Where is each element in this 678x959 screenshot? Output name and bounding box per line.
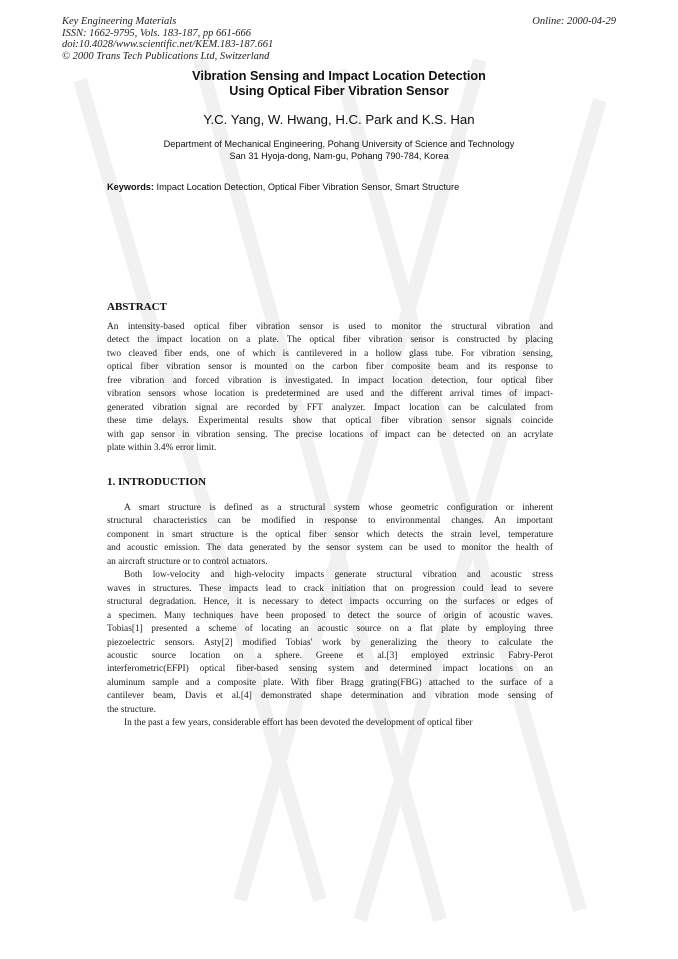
doi-line: doi:10.4028/www.scientific.net/KEM.183-187.661 <box>62 39 274 50</box>
journal-header <box>62 16 273 62</box>
intro-line: structural characteristics can be modified in response to environmental changes. An important <box>107 516 553 527</box>
abstract-line: with gap sensor in vibration sensing. The precise locations of impact can be detected on an acrylate <box>107 429 553 440</box>
author-list: Y.C. Yang, W. Hwang, H.C. Park and K.S. Han <box>203 112 475 127</box>
intro-line: A smart structure is defined as a structural system whose geometric configuration or inherent <box>124 503 553 513</box>
abstract-line: plate within 3.4% error limit. <box>107 443 217 454</box>
intro-line: a specimen. Many techniques have been proposed to detect the source of origin of acoustic waves. <box>107 610 553 621</box>
keywords <box>107 181 459 193</box>
intro-line: the structure. <box>107 704 156 715</box>
intro-line: In the past a few years, considerable effort has been devoted the development of optical fiber <box>124 718 473 729</box>
abstract-line: optical fiber vibration sensor is mounted on the carbon fiber composite beam and its response to <box>107 362 553 373</box>
introduction-heading: 1. INTRODUCTION <box>107 476 207 488</box>
intro-line: Both low-velocity and high-velocity impacts generate structural vibration and acoustic stress <box>124 570 553 581</box>
abstract-line: generated vibration signal are recorded by FFT analyzer. Impact location can be calculated from <box>107 402 553 413</box>
abstract-heading: ABSTRACT <box>107 301 167 313</box>
intro-line: aluminum sample and a composite plate. With fiber Bragg grating(FBG) attached to the surface of a <box>107 677 553 688</box>
abstract-body <box>107 321 553 456</box>
title-line-1: Vibration Sensing and Impact Location Detection <box>192 69 486 83</box>
abstract-line: these time delays. Experimental results show that optical fiber vibration sensor signals coincide <box>107 416 553 427</box>
intro-line: cantilever beam, Davis et al.[4] demonstrated shape determination and vibration mode sensing of <box>107 691 553 702</box>
keywords-label: Keywords: <box>107 182 154 192</box>
abstract-line: two cleaved fiber ends, one of which is cantilevered in a hollow glass tube. For vibration sensing, <box>107 348 553 359</box>
title-line-2: Using Optical Fiber Vibration Sensor <box>229 84 449 98</box>
abstract-line: vibration sensors whose location is predetermined are used and the different arrival times of impact- <box>107 389 553 400</box>
issn-line: ISSN: 1662-9795, Vols. 183-187, pp 661-666 <box>62 27 251 39</box>
intro-line: structural degradation. Hence, it is necessary to detect impacts occurring on the surfaces or edges of <box>107 597 553 608</box>
introduction-body <box>107 502 553 731</box>
journal-name: Key Engineering Materials <box>62 16 177 27</box>
affiliation-line-1: Department of Mechanical Engineering, Pohang University of Science and Technology <box>163 139 515 149</box>
intro-line: and acoustic emission. The data generated by the sensor system can be used to monitor the health of <box>107 543 553 554</box>
abstract-line: free vibration and forced vibration is investigated. In impact location detection, four optical fiber <box>107 375 553 386</box>
intro-line: acoustic source location on a sphere. Greene et al.[3] employed extrinsic Fabry-Perot <box>107 650 553 661</box>
paper-title <box>0 69 678 99</box>
watermark-pattern <box>60 40 620 940</box>
affiliation <box>0 138 678 162</box>
intro-line: an aircraft structure or to control actuators. <box>107 556 268 567</box>
abstract-line: detect the impact location on a plate. The optical fiber vibration sensor is constructed by placing <box>107 335 553 346</box>
intro-line: interferometric(EFPI) optical fiber-based sensing system and determined impact locations on an <box>107 664 553 675</box>
abstract-line: An intensity-based optical fiber vibration sensor is used to monitor the structural vibration and <box>107 322 553 332</box>
intro-line: component in smart structure is the optical fiber sensor which detects the strain level, temperature <box>107 529 553 540</box>
intro-line: waves in structures. These impacts lead to crack initiation that on progression could lead to severe <box>107 583 553 594</box>
affiliation-line-2: San 31 Hyoja-dong, Nam-gu, Pohang 790-784, Korea <box>229 151 449 161</box>
intro-line: piezoelectric sensors. Asty[2] modified Tobias' work by generalizing the theory to calculate the <box>107 637 553 648</box>
copyright-line: © 2000 Trans Tech Publications Ltd, Switzerland <box>62 50 270 62</box>
keywords-text: Impact Location Detection, Optical Fiber Vibration Sensor, Smart Structure <box>153 182 460 192</box>
intro-line: Tobias[1] presented a scheme of locating an acoustic source on a flat plate by employing three <box>107 624 553 635</box>
online-date: Online: 2000-04-29 <box>532 16 616 27</box>
